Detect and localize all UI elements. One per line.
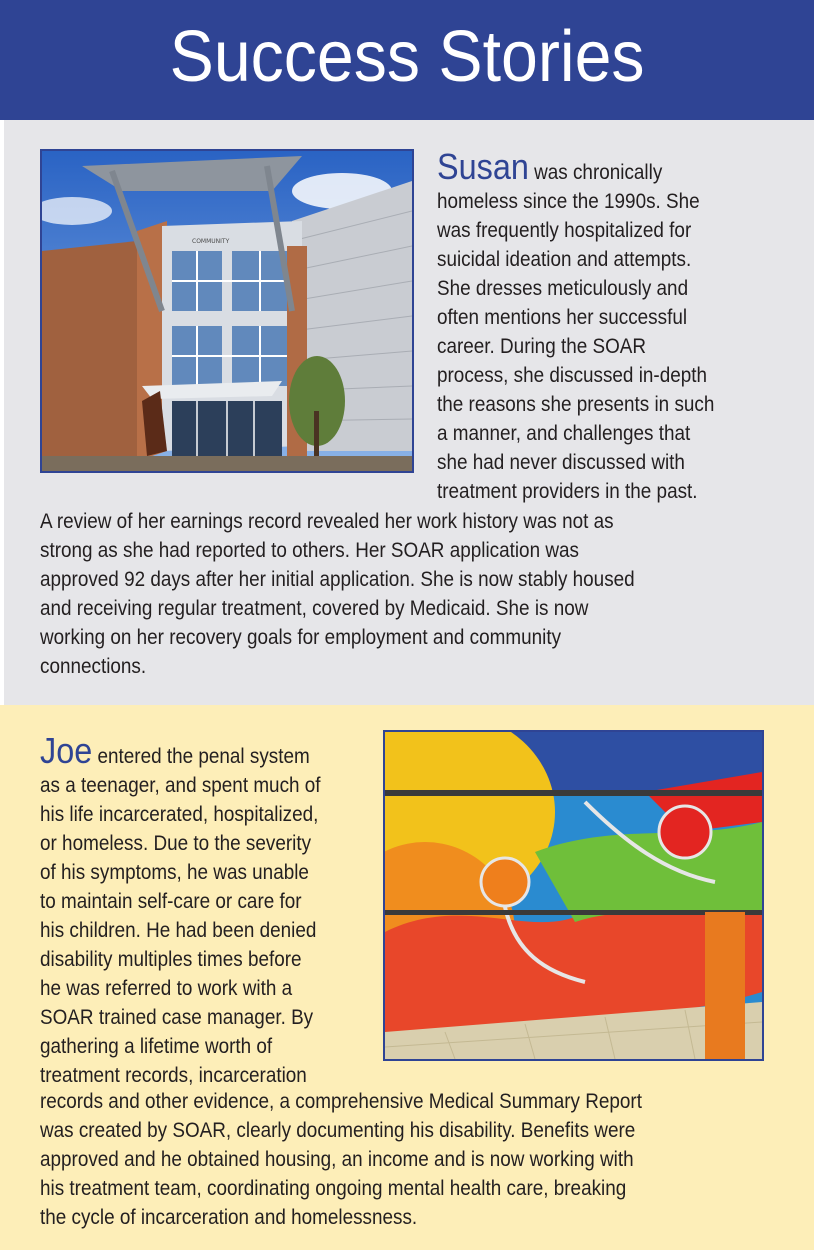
text-line: approved and he obtained housing, an income and is now working with (40, 1148, 634, 1171)
text-line: of his symptoms, he was unable (40, 861, 309, 884)
text-line: his children. He had been denied (40, 919, 317, 942)
text-line: his treatment team, coordinating ongoing mental health care, breaking (40, 1177, 627, 1200)
text-line: treatment providers in the past. (437, 480, 698, 503)
text-line: working on her recovery goals for employment and community (40, 626, 562, 649)
text-line: She dresses meticulously and (437, 277, 689, 300)
text-line: disability multiples times before (40, 948, 302, 971)
text-line: as a teenager, and spent much of (40, 774, 321, 797)
text-line: approved 92 days after her initial application. She is now stably housed (40, 568, 635, 591)
susan-name: Susan (437, 146, 529, 187)
text-line: process, she discussed in-depth (437, 364, 707, 387)
text-line: or homeless. Due to the severity (40, 832, 312, 855)
text-line: the cycle of incarceration and homelessness. (40, 1206, 418, 1229)
page-title: Success Stories (169, 17, 645, 97)
susan-story-column (437, 146, 761, 506)
building-illustration (42, 151, 412, 471)
text-line: records and other evidence, a comprehensive Medical Summary Report (40, 1090, 642, 1113)
text-line: career. During the SOAR (437, 335, 647, 358)
text-line: to maintain self-care or care for (40, 890, 302, 913)
susan-story-full (40, 507, 724, 681)
text-line: was frequently hospitalized for (437, 219, 692, 242)
mural-illustration (385, 732, 762, 1059)
joe-first-line (40, 730, 373, 771)
building-sign: COMMUNITY (192, 238, 230, 245)
text-line: A review of her earnings record revealed her work history was not as (40, 510, 614, 533)
text-line: treatment records, incarceration (40, 1064, 307, 1087)
text-line: was created by SOAR, clearly documenting his disability. Benefits were (40, 1119, 636, 1142)
text-line: suicidal ideation and attempts. (437, 248, 692, 271)
text-line: and receiving regular treatment, covered by Medicaid. She is now (40, 597, 589, 620)
joe-story-column (40, 730, 373, 1090)
text-line: his life incarcerated, hospitalized, (40, 803, 319, 826)
text-line: he was referred to work with a (40, 977, 293, 1000)
susan-first-text: was chronically (528, 161, 663, 184)
text-line: the reasons she presents in such (437, 393, 715, 416)
joe-name: Joe (40, 730, 93, 771)
header-banner (0, 0, 814, 120)
text-line: gathering a lifetime worth of (40, 1035, 273, 1058)
text-line: strong as she had reported to others. Her SOAR application was (40, 539, 579, 562)
text-line: a manner, and challenges that (437, 422, 691, 445)
building-photo (40, 149, 414, 473)
joe-first-text: entered the penal system (92, 745, 310, 768)
joe-story-full (40, 1087, 765, 1232)
text-line: homeless since the 1990s. She (437, 190, 700, 213)
text-line: connections. (40, 655, 147, 678)
text-line: she had never discussed with (437, 451, 685, 474)
susan-first-line (437, 146, 761, 187)
text-line: SOAR trained case manager. By (40, 1006, 314, 1029)
mural-photo (383, 730, 764, 1061)
text-line: often mentions her successful (437, 306, 688, 329)
